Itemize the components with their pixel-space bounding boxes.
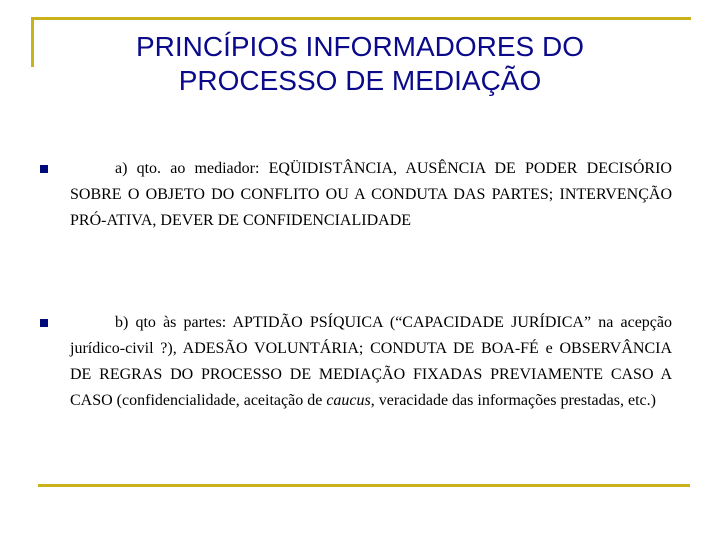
bottom-rule [38,484,690,487]
title-line-2: PROCESSO DE MEDIAÇÃO [178,65,542,96]
bullet-lead: a) qto. ao mediador [115,160,255,177]
left-rule [31,17,34,67]
bullet-item [70,310,672,414]
bullet-body: : EQÜIDISTÂNCIA, AUSÊNCIA DE PODER DECISÓRIO SOBRE O OBJETO DO CONFLITO OU A CONDUTA DAS PARTES; INTERVENÇÃO PRÓ-ATIVA, DEVER DE CONFIDENCIALIDADE [70,160,672,229]
bullet-body-end: , veracidade das informações prestadas, etc.) [370,392,656,409]
slide-title [40,30,680,98]
bullet-body: : APTIDÃO PSÍQUICA (“CAPACIDADE JURÍDICA” na acepção jurídico-civil ?), ADESÃO VOLUNTÁRIA; CONDUTA DE BOA-FÉ e OBSERVÂNCIA DE REGRAS DO PROCESSO DE MEDIAÇÃO FIXADAS PREVIAMENTE CASO A CASO (confidencialidade, aceitação de [70,314,672,409]
bullet-italic: caucus [326,392,371,409]
square-bullet-icon [40,319,48,327]
title-line-1: PRINCÍPIOS INFORMADORES DO [135,31,585,62]
bullet-item [70,156,672,234]
square-bullet-icon [40,165,48,173]
bullet-lead: b) qto às partes [115,314,222,331]
top-rule [31,17,691,20]
bullet-text [70,156,672,234]
bullet-text [70,310,672,414]
